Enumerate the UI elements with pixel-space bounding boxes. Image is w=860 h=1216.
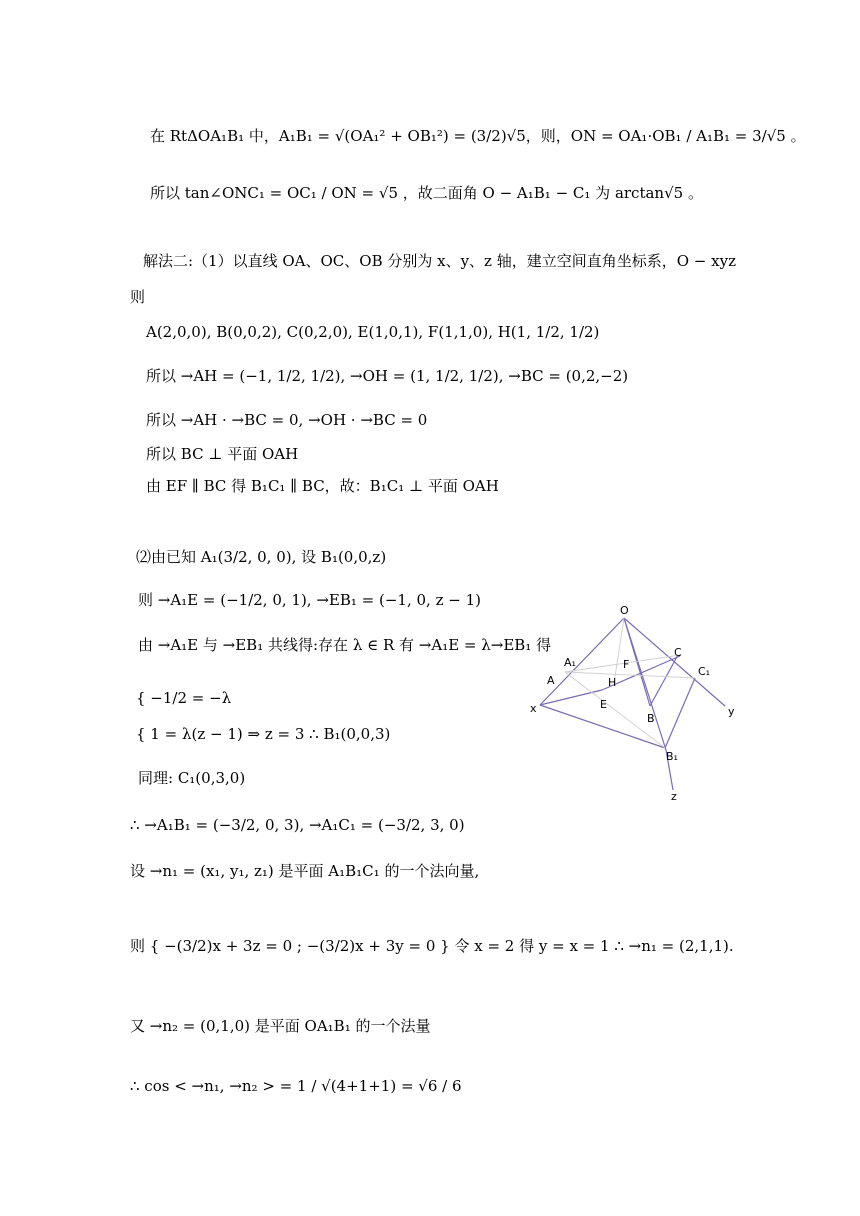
text-line-5: A(2,0,0), B(0,0,2), C(0,2,0), E(1,0,1), F(1,1,0), H(1, 1/2, 1/2) — [146, 323, 600, 341]
text-line-12: 由 →A₁E 与 →EB₁ 共线得:存在 λ ∈ R 有 →A₁E = λ→EB₁ 得 — [138, 636, 552, 654]
point-label: B — [647, 712, 655, 725]
text-line-15: 同理: C₁(0,3,0) — [138, 769, 246, 787]
text-line-14: { 1 = λ(z − 1) ⇒ z = 3 ∴ B₁(0,0,3) — [136, 725, 391, 743]
point-label: E — [600, 698, 607, 711]
point-label: A — [547, 674, 555, 687]
text-line-10: ⑵由已知 A₁(3/2, 0, 0), 设 B₁(0,0,z) — [136, 548, 387, 566]
axis-label: x — [530, 702, 537, 715]
point-label: B₁ — [666, 750, 678, 763]
text-line-9: 由 EF ∥ BC 得 B₁C₁ ∥ BC，故：B₁C₁ ⊥ 平面 OAH — [146, 477, 499, 495]
text-line-20: ∴ cos < →n₁, →n₂ > = 1 / √(4+1+1) = √6 / 6 — [130, 1077, 462, 1095]
text-line-11: 则 →A₁E = (−1/2, 0, 1), →EB₁ = (−1, 0, z − 1) — [138, 591, 481, 609]
text-line-4: 则 — [130, 288, 146, 306]
edge-line — [540, 618, 624, 705]
text-line-8: 所以 BC ⊥ 平面 OAH — [146, 445, 299, 463]
text-line-18: 则 { −(3/2)x + 3z = 0 ; −(3/2)x + 3y = 0 } 令 x = 2 得 y = x = 1 ∴ →n₁ = (2,1,1). — [130, 937, 734, 955]
text-line-3: 解法二:（1）以直线 OA、OC、OB 分别为 x、y、z 轴，建立空间直角坐标系，O − xyz — [143, 252, 736, 270]
point-label: C — [674, 646, 682, 659]
geometry-figure — [520, 600, 760, 800]
axis-label: y — [728, 705, 735, 718]
point-label: A₁ — [564, 656, 576, 669]
text-line-19: 又 →n₂ = (0,1,0) 是平面 OA₁B₁ 的一个法量 — [130, 1017, 431, 1035]
text-line-6: 所以 →AH = (−1, 1/2, 1/2), →OH = (1, 1/2, 1/2), →BC = (0,2,−2) — [146, 367, 629, 385]
text-line-2: 所以 tan∠ONC₁ = OC₁ / ON = √5 ，故二面角 O − A₁B₁ − C₁ 为 arctan√5 。 — [150, 184, 703, 202]
edge-line — [624, 618, 666, 750]
text-line-7: 所以 →AH · →BC = 0, →OH · →BC = 0 — [146, 411, 428, 429]
edge-line — [665, 678, 695, 748]
text-line-13: { −1/2 = −λ — [136, 689, 232, 707]
axis-label: z — [671, 790, 677, 800]
edge-line — [540, 690, 602, 705]
point-label: C₁ — [698, 665, 711, 678]
text-line-16: ∴ →A₁B₁ = (−3/2, 0, 3), →A₁C₁ = (−3/2, 3, 0) — [130, 816, 465, 834]
hidden-line — [614, 618, 624, 683]
text-line-1: 在 RtΔOA₁B₁ 中，A₁B₁ = √(OA₁² + OB₁²) = (3/2)√5，则，ON = OA₁·OB₁ / A₁B₁ = 3/√5 。 — [150, 127, 806, 145]
point-label: H — [608, 676, 617, 689]
text-line-17: 设 →n₁ = (x₁, y₁, z₁) 是平面 A₁B₁C₁ 的一个法向量, — [130, 862, 480, 880]
point-label: F — [623, 658, 630, 671]
hidden-line — [565, 672, 695, 678]
point-label: O — [620, 604, 629, 617]
